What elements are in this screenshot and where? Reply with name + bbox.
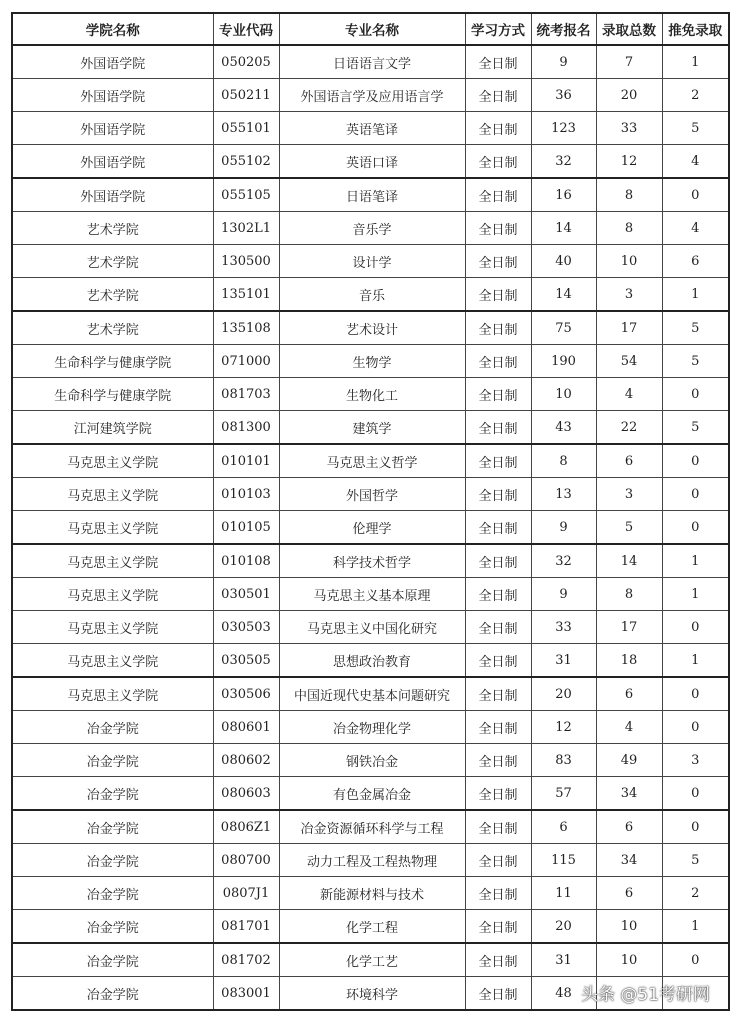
cell-major-code: 130500 bbox=[213, 245, 279, 278]
table-row bbox=[12, 544, 729, 578]
cell-major-code: 0806Z1 bbox=[213, 810, 279, 844]
cell-major-name: 外国语言学及应用语言学 bbox=[279, 79, 465, 112]
cell-college: 冶金学院 bbox=[12, 910, 213, 944]
cell-major-name: 英语口译 bbox=[279, 145, 465, 179]
cell-exam-applicants: 6 bbox=[531, 810, 596, 844]
cell-college: 外国语学院 bbox=[12, 112, 213, 145]
cell-study-mode: 全日制 bbox=[465, 511, 531, 545]
table-row bbox=[12, 444, 729, 478]
cell-major-name: 科学技术哲学 bbox=[279, 544, 465, 578]
cell-exam-applicants: 12 bbox=[531, 711, 596, 744]
cell-study-mode: 全日制 bbox=[465, 411, 531, 445]
cell-college: 马克思主义学院 bbox=[12, 578, 213, 611]
cell-college: 马克思主义学院 bbox=[12, 511, 213, 545]
table-row bbox=[12, 311, 729, 345]
cell-major-code: 081701 bbox=[213, 910, 279, 944]
cell-major-name: 化学工艺 bbox=[279, 943, 465, 977]
cell-recommended-admitted: 5 bbox=[662, 112, 729, 145]
cell-total-admitted: 6 bbox=[596, 444, 662, 478]
cell-study-mode: 全日制 bbox=[465, 677, 531, 711]
table-row bbox=[12, 777, 729, 811]
cell-college: 生命科学与健康学院 bbox=[12, 345, 213, 378]
cell-recommended-admitted: 5 bbox=[662, 411, 729, 445]
cell-study-mode: 全日制 bbox=[465, 378, 531, 411]
cell-recommended-admitted: 1 bbox=[662, 644, 729, 678]
cell-study-mode: 全日制 bbox=[465, 943, 531, 977]
cell-major-code: 010108 bbox=[213, 544, 279, 578]
cell-total-admitted: 6 bbox=[596, 810, 662, 844]
cell-major-code: 080700 bbox=[213, 844, 279, 877]
cell-study-mode: 全日制 bbox=[465, 311, 531, 345]
table-row bbox=[12, 644, 729, 678]
cell-exam-applicants: 16 bbox=[531, 178, 596, 212]
cell-major-code: 080603 bbox=[213, 777, 279, 811]
cell-major-name: 马克思主义基本原理 bbox=[279, 578, 465, 611]
cell-study-mode: 全日制 bbox=[465, 877, 531, 910]
cell-total-admitted: 6 bbox=[596, 877, 662, 910]
cell-recommended-admitted: 4 bbox=[662, 212, 729, 245]
cell-college: 生命科学与健康学院 bbox=[12, 378, 213, 411]
cell-exam-applicants: 75 bbox=[531, 311, 596, 345]
cell-recommended-admitted: 6 bbox=[662, 245, 729, 278]
cell-study-mode: 全日制 bbox=[465, 611, 531, 644]
cell-exam-applicants: 9 bbox=[531, 578, 596, 611]
cell-college: 外国语学院 bbox=[12, 79, 213, 112]
cell-study-mode: 全日制 bbox=[465, 444, 531, 478]
cell-study-mode: 全日制 bbox=[465, 844, 531, 877]
table-row bbox=[12, 877, 729, 910]
cell-college: 马克思主义学院 bbox=[12, 444, 213, 478]
cell-college: 江河建筑学院 bbox=[12, 411, 213, 445]
cell-study-mode: 全日制 bbox=[465, 245, 531, 278]
cell-college: 马克思主义学院 bbox=[12, 478, 213, 511]
cell-total-admitted: 7 bbox=[596, 45, 662, 79]
cell-major-code: 083001 bbox=[213, 977, 279, 1011]
cell-college: 外国语学院 bbox=[12, 45, 213, 79]
cell-college: 艺术学院 bbox=[12, 245, 213, 278]
table-row bbox=[12, 844, 729, 877]
cell-college: 马克思主义学院 bbox=[12, 611, 213, 644]
header-exam-applicants: 统考报名 bbox=[531, 13, 596, 45]
cell-study-mode: 全日制 bbox=[465, 345, 531, 378]
table-row bbox=[12, 112, 729, 145]
cell-total-admitted: 20 bbox=[596, 79, 662, 112]
cell-recommended-admitted: 1 bbox=[662, 910, 729, 944]
cell-recommended-admitted: 3 bbox=[662, 744, 729, 777]
cell-major-name: 钢铁冶金 bbox=[279, 744, 465, 777]
cell-major-name: 日语语言文学 bbox=[279, 45, 465, 79]
cell-study-mode: 全日制 bbox=[465, 977, 531, 1011]
admission-table bbox=[11, 12, 730, 1011]
cell-college: 冶金学院 bbox=[12, 877, 213, 910]
cell-total-admitted: 8 bbox=[596, 212, 662, 245]
cell-major-name: 日语笔译 bbox=[279, 178, 465, 212]
cell-total-admitted: 4 bbox=[596, 378, 662, 411]
cell-major-name: 设计学 bbox=[279, 245, 465, 278]
table-row bbox=[12, 411, 729, 445]
table-row bbox=[12, 677, 729, 711]
cell-college: 冶金学院 bbox=[12, 810, 213, 844]
cell-recommended-admitted: 1 bbox=[662, 578, 729, 611]
cell-college: 艺术学院 bbox=[12, 311, 213, 345]
table-row bbox=[12, 611, 729, 644]
cell-major-code: 081702 bbox=[213, 943, 279, 977]
cell-exam-applicants: 8 bbox=[531, 444, 596, 478]
cell-exam-applicants: 115 bbox=[531, 844, 596, 877]
cell-exam-applicants: 9 bbox=[531, 511, 596, 545]
cell-college: 冶金学院 bbox=[12, 943, 213, 977]
cell-major-code: 010101 bbox=[213, 444, 279, 478]
cell-exam-applicants: 14 bbox=[531, 278, 596, 312]
cell-exam-applicants: 83 bbox=[531, 744, 596, 777]
cell-recommended-admitted: 5 bbox=[662, 844, 729, 877]
cell-total-admitted: 4 bbox=[596, 711, 662, 744]
cell-total-admitted: 17 bbox=[596, 311, 662, 345]
cell-total-admitted: 5 bbox=[596, 511, 662, 545]
cell-major-code: 080601 bbox=[213, 711, 279, 744]
table-row bbox=[12, 345, 729, 378]
table-row bbox=[12, 578, 729, 611]
cell-exam-applicants: 36 bbox=[531, 79, 596, 112]
cell-recommended-admitted: 0 bbox=[662, 611, 729, 644]
cell-recommended-admitted: 0 bbox=[662, 444, 729, 478]
cell-study-mode: 全日制 bbox=[465, 644, 531, 678]
cell-exam-applicants: 40 bbox=[531, 245, 596, 278]
cell-major-code: 030506 bbox=[213, 677, 279, 711]
cell-major-name: 马克思主义哲学 bbox=[279, 444, 465, 478]
cell-recommended-admitted: 2 bbox=[662, 79, 729, 112]
cell-exam-applicants: 32 bbox=[531, 145, 596, 179]
cell-major-name: 冶金资源循环科学与工程 bbox=[279, 810, 465, 844]
cell-major-code: 010105 bbox=[213, 511, 279, 545]
cell-major-name: 有色金属冶金 bbox=[279, 777, 465, 811]
header-row bbox=[12, 13, 729, 45]
cell-study-mode: 全日制 bbox=[465, 478, 531, 511]
cell-total-admitted: 10 bbox=[596, 245, 662, 278]
cell-major-name: 马克思主义中国化研究 bbox=[279, 611, 465, 644]
cell-exam-applicants: 190 bbox=[531, 345, 596, 378]
cell-major-name: 音乐 bbox=[279, 278, 465, 312]
cell-college: 外国语学院 bbox=[12, 178, 213, 212]
cell-total-admitted: 8 bbox=[596, 578, 662, 611]
cell-recommended-admitted: 0 bbox=[662, 943, 729, 977]
cell-major-code: 135101 bbox=[213, 278, 279, 312]
cell-major-code: 081703 bbox=[213, 378, 279, 411]
cell-total-admitted: 6 bbox=[596, 677, 662, 711]
cell-recommended-admitted: 2 bbox=[662, 877, 729, 910]
cell-major-name: 建筑学 bbox=[279, 411, 465, 445]
cell-exam-applicants: 32 bbox=[531, 544, 596, 578]
cell-college: 冶金学院 bbox=[12, 777, 213, 811]
cell-exam-applicants: 9 bbox=[531, 45, 596, 79]
cell-total-admitted: 8 bbox=[596, 178, 662, 212]
cell-exam-applicants: 20 bbox=[531, 910, 596, 944]
cell-major-code: 030505 bbox=[213, 644, 279, 678]
cell-college: 冶金学院 bbox=[12, 977, 213, 1011]
cell-recommended-admitted: 5 bbox=[662, 311, 729, 345]
cell-college: 马克思主义学院 bbox=[12, 644, 213, 678]
cell-major-name: 思想政治教育 bbox=[279, 644, 465, 678]
cell-major-name: 生物化工 bbox=[279, 378, 465, 411]
watermark: 头条 @51考研网 bbox=[581, 985, 711, 1005]
cell-major-code: 055102 bbox=[213, 145, 279, 179]
cell-study-mode: 全日制 bbox=[465, 744, 531, 777]
cell-college: 冶金学院 bbox=[12, 744, 213, 777]
table-row bbox=[12, 245, 729, 278]
cell-exam-applicants: 14 bbox=[531, 212, 596, 245]
table-row bbox=[12, 378, 729, 411]
cell-recommended-admitted: 0 bbox=[662, 711, 729, 744]
table-row bbox=[12, 478, 729, 511]
cell-major-code: 030501 bbox=[213, 578, 279, 611]
cell-major-code: 0807J1 bbox=[213, 877, 279, 910]
cell-total-admitted: 3 bbox=[596, 478, 662, 511]
header-major-name: 专业名称 bbox=[279, 13, 465, 45]
cell-total-admitted: 14 bbox=[596, 544, 662, 578]
cell-college: 外国语学院 bbox=[12, 145, 213, 179]
cell-major-name: 英语笔译 bbox=[279, 112, 465, 145]
table-row bbox=[12, 744, 729, 777]
cell-study-mode: 全日制 bbox=[465, 178, 531, 212]
cell-exam-applicants: 48 bbox=[531, 977, 596, 1011]
cell-major-name: 伦理学 bbox=[279, 511, 465, 545]
cell-college: 艺术学院 bbox=[12, 212, 213, 245]
cell-study-mode: 全日制 bbox=[465, 112, 531, 145]
cell-total-admitted: 3 bbox=[596, 278, 662, 312]
header-recommended-admitted: 推免录取 bbox=[662, 13, 729, 45]
table-row bbox=[12, 178, 729, 212]
table-row bbox=[12, 910, 729, 944]
cell-exam-applicants: 33 bbox=[531, 611, 596, 644]
cell-major-name: 外国哲学 bbox=[279, 478, 465, 511]
cell-major-name: 化学工程 bbox=[279, 910, 465, 944]
cell-study-mode: 全日制 bbox=[465, 212, 531, 245]
cell-college: 冶金学院 bbox=[12, 844, 213, 877]
cell-major-name: 艺术设计 bbox=[279, 311, 465, 345]
cell-major-name: 新能源材料与技术 bbox=[279, 877, 465, 910]
cell-study-mode: 全日制 bbox=[465, 578, 531, 611]
cell-total-admitted: 34 bbox=[596, 844, 662, 877]
cell-major-code: 135108 bbox=[213, 311, 279, 345]
cell-major-name: 生物学 bbox=[279, 345, 465, 378]
cell-major-code: 030503 bbox=[213, 611, 279, 644]
cell-total-admitted: 10 bbox=[596, 910, 662, 944]
cell-major-code: 071000 bbox=[213, 345, 279, 378]
table-row bbox=[12, 79, 729, 112]
cell-recommended-admitted: 1 bbox=[662, 278, 729, 312]
cell-recommended-admitted: 0 bbox=[662, 378, 729, 411]
cell-major-name: 中国近现代史基本问题研究 bbox=[279, 677, 465, 711]
table-row bbox=[12, 810, 729, 844]
cell-exam-applicants: 31 bbox=[531, 943, 596, 977]
cell-total-admitted: 49 bbox=[596, 744, 662, 777]
cell-study-mode: 全日制 bbox=[465, 910, 531, 944]
cell-college: 马克思主义学院 bbox=[12, 677, 213, 711]
header-major-code: 专业代码 bbox=[213, 13, 279, 45]
cell-college: 马克思主义学院 bbox=[12, 544, 213, 578]
header-college: 学院名称 bbox=[12, 13, 213, 45]
cell-major-code: 050205 bbox=[213, 45, 279, 79]
table-row bbox=[12, 145, 729, 179]
table-row bbox=[12, 278, 729, 312]
cell-exam-applicants: 43 bbox=[531, 411, 596, 445]
cell-exam-applicants: 123 bbox=[531, 112, 596, 145]
cell-study-mode: 全日制 bbox=[465, 79, 531, 112]
cell-recommended-admitted: 0 bbox=[662, 478, 729, 511]
cell-major-code: 050211 bbox=[213, 79, 279, 112]
cell-total-admitted: 12 bbox=[596, 145, 662, 179]
cell-major-name: 音乐学 bbox=[279, 212, 465, 245]
cell-major-name: 环境科学 bbox=[279, 977, 465, 1011]
header-study-mode: 学习方式 bbox=[465, 13, 531, 45]
cell-exam-applicants: 10 bbox=[531, 378, 596, 411]
cell-exam-applicants: 11 bbox=[531, 877, 596, 910]
cell-college: 冶金学院 bbox=[12, 711, 213, 744]
cell-study-mode: 全日制 bbox=[465, 544, 531, 578]
cell-study-mode: 全日制 bbox=[465, 810, 531, 844]
table-row bbox=[12, 212, 729, 245]
cell-major-name: 冶金物理化学 bbox=[279, 711, 465, 744]
cell-total-admitted: 34 bbox=[596, 777, 662, 811]
cell-major-code: 081300 bbox=[213, 411, 279, 445]
cell-major-code: 1302L1 bbox=[213, 212, 279, 245]
table-row bbox=[12, 511, 729, 545]
cell-major-code: 055105 bbox=[213, 178, 279, 212]
cell-exam-applicants: 13 bbox=[531, 478, 596, 511]
cell-major-code: 080602 bbox=[213, 744, 279, 777]
cell-recommended-admitted: 0 bbox=[662, 777, 729, 811]
cell-exam-applicants: 57 bbox=[531, 777, 596, 811]
table-row bbox=[12, 45, 729, 79]
cell-recommended-admitted: 4 bbox=[662, 145, 729, 179]
cell-major-code: 055101 bbox=[213, 112, 279, 145]
cell-recommended-admitted: 5 bbox=[662, 345, 729, 378]
cell-study-mode: 全日制 bbox=[465, 278, 531, 312]
cell-study-mode: 全日制 bbox=[465, 711, 531, 744]
cell-recommended-admitted: 0 bbox=[662, 810, 729, 844]
cell-total-admitted: 17 bbox=[596, 611, 662, 644]
cell-major-name: 动力工程及工程热物理 bbox=[279, 844, 465, 877]
header-total-admitted: 录取总数 bbox=[596, 13, 662, 45]
cell-study-mode: 全日制 bbox=[465, 777, 531, 811]
cell-total-admitted: 33 bbox=[596, 112, 662, 145]
cell-exam-applicants: 20 bbox=[531, 677, 596, 711]
cell-total-admitted: 22 bbox=[596, 411, 662, 445]
cell-total-admitted: 10 bbox=[596, 943, 662, 977]
cell-exam-applicants: 31 bbox=[531, 644, 596, 678]
cell-recommended-admitted: 0 bbox=[662, 511, 729, 545]
cell-recommended-admitted: 0 bbox=[662, 178, 729, 212]
table-row bbox=[12, 943, 729, 977]
table-row bbox=[12, 711, 729, 744]
cell-total-admitted: 54 bbox=[596, 345, 662, 378]
cell-major-code: 010103 bbox=[213, 478, 279, 511]
cell-study-mode: 全日制 bbox=[465, 45, 531, 79]
cell-recommended-admitted: 0 bbox=[662, 677, 729, 711]
cell-recommended-admitted: 1 bbox=[662, 45, 729, 79]
cell-study-mode: 全日制 bbox=[465, 145, 531, 179]
cell-recommended-admitted: 1 bbox=[662, 544, 729, 578]
cell-college: 艺术学院 bbox=[12, 278, 213, 312]
cell-total-admitted: 18 bbox=[596, 644, 662, 678]
